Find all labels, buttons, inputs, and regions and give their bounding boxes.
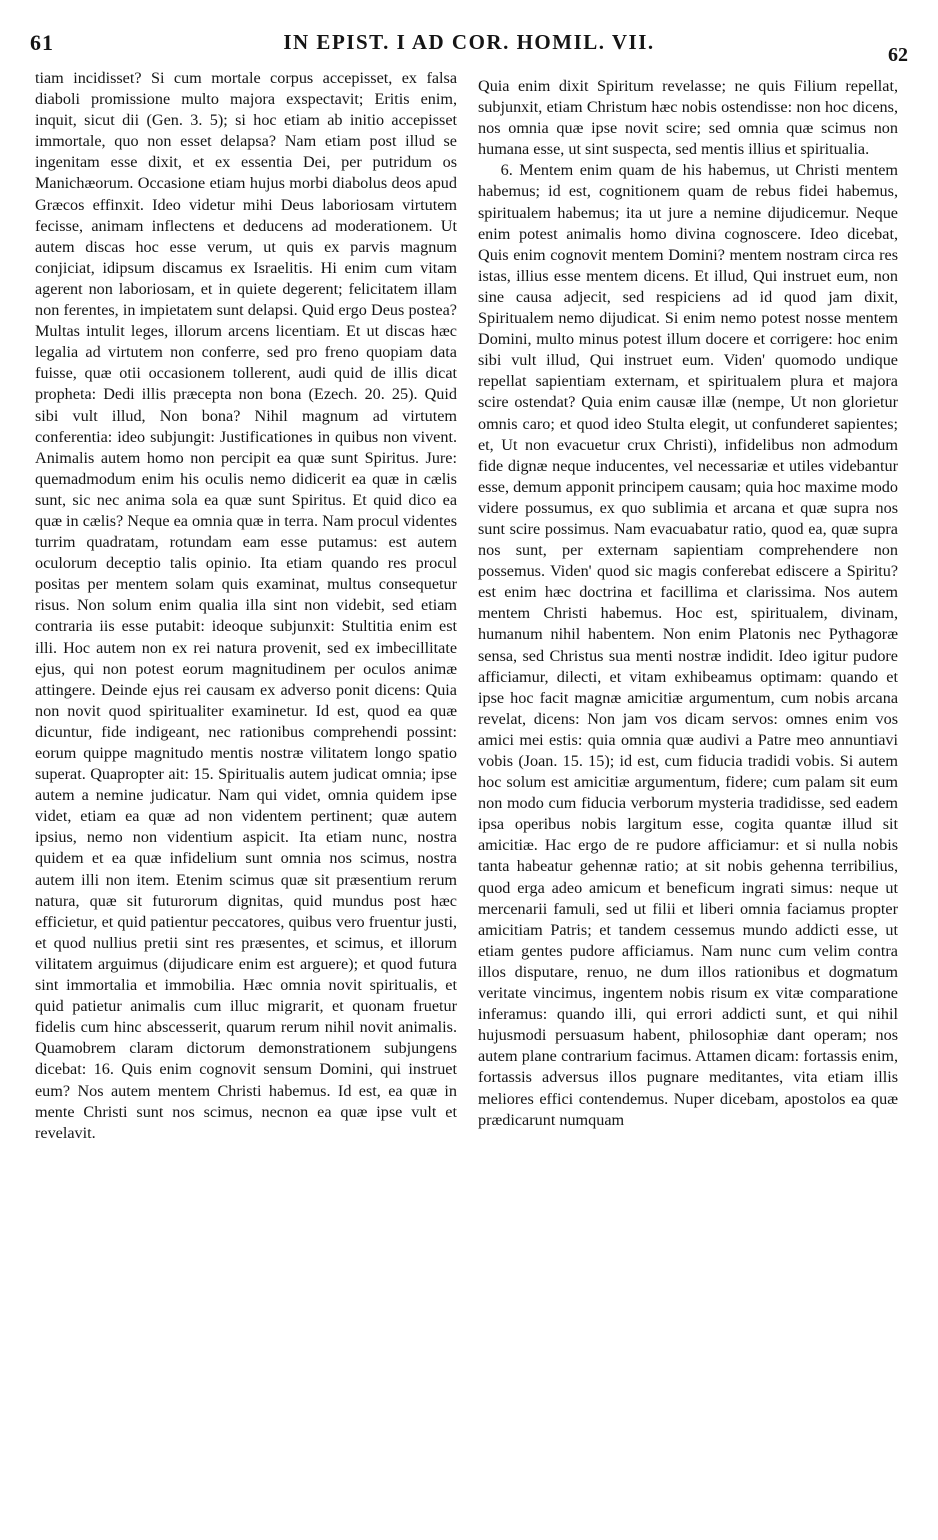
left-column (35, 68, 457, 1144)
right-column (478, 76, 898, 1131)
page-number-left: 61 (30, 30, 54, 55)
right-paragraph-1: Quia enim dixit Spiritum revelasse; ne quis Filium repellat, subjunxit, etiam Christum hæc nobis ostendisse: non hoc dicens, nos omnia quæ ipse novit scire; sed omnia quæ scimus non humana esse, ut sint suspecta, sed mentis illius et spiritualia. (478, 77, 898, 159)
running-title: IN EPIST. I AD COR. HOMIL. VII. (283, 30, 655, 54)
page-number-right: 62 (888, 44, 908, 66)
running-head (30, 30, 908, 66)
left-paragraph-1: tiam incidisset? Si cum mortale corpus accepisset, ex falsa diaboli promissione multo majora exspectavit; Eritis enim, inquit, sicut dii (Gen. 3. 5); si hoc etiam ab initio accepisset immortale, quo non esset delapsa? Nam etiam post illud se ingenitam esse dixit, et ex essentia Dei, per putridum os Manichæorum. Occasione etiam hujus morbi diabolus deos apud Græcos effinxit. Ideo videtur mihi Deus laboriosam virtutem fecisse, animam inflectens et deducens ad moderationem. Ut autem discas hoc esse verum, ut quis ex parvis magnum conjiciat, idipsum discamus ex Israelitis. Hi enim cum vitam agerent non laboriosam, et in quiete degerent; felicitatem illam non ferentes, in impietatem sunt delapsi. Quid ergo Deus postea? Multas intulit leges, illorum arcens licentiam. Et ut discas hæc legalia ad virtutem non conferre, sed pro freno quopiam data fuisse, quæ otii occasionem tollerent, audi quid de illis dicat propheta: Dedi illis præcepta non bona (Ezech. 20. 25). Quid sibi vult illud, Non bona? Nihil magnum ad virtutem conferentia: ideo subjungit: Justificationes in quibus non vivent. Animalis autem homo non percipit ea quæ sunt Spiritus. Jure: quemadmodum enim his oculis nemo didicerit ea quæ in cælis sunt, sic nec anima sola ea quæ sunt Spiritus. Et quid dico ea quæ in cælis? Neque ea omnia quæ in terra. Nam procul videntes turrim quadratam, rotundam eam esse putamus: est autem oculorum deceptio talis opinio. Ita etiam quando res procul positas per mentem solam quis examinat, multus consequetur risus. Non solum enim qualia illa sint non videbit, sed etiam contraria iis esse putabit: ideoque subjunxit: Stultitia enim est illi. Hoc autem non ex rei natura provenit, sed ex imbecillitate ejus, qui non potest eorum magnitudinem per oculos animæ attingere. Deinde ejus rei causam ex adverso ponit dicens: Quia non novit quod spiritualiter examinetur. Id est, quod ea quæ dicuntur, fide indigeant, nec rationibus comprehendi possint: eorum quippe magnitudo mentis nostræ vilitatem longo spatio superat. Quapropter ait: 15. Spiritualis autem judicat omnia; ipse autem a nemine judicatur. Nam qui videt, omnia quidem ipse videt, etiam ea quæ ad non videntem pertinent; quæ autem ipsius, nemo non videntium aspicit. Ita etiam nunc, nostra quidem et ea quæ infidelium sunt omnia nos scimus, nostra autem illi non item. Etenim scimus quæ sit præsentium rerum natura, quæ sit futurorum dignitas, quid mundus post hæc efficietur, et quid patientur peccatores, quibus vero fruentur justi, et quod nullius pretii sint res præsentes, et scimus, et illorum vilitatem arguimus (dijudicare enim est arguere); et quod futura sint immortalia et immobilia. Hæc omnia novit spiritualis, et quid patietur animalis cum illuc migrarit, et quonam fruetur fidelis cum hinc abscesserit, quarum rerum nihil novit animalis. Quamobrem claram dictorum demonstrationem subjungens dicebat: 16. Quis enim cognovit sensum Domini, qui instruet eum? Nos autem mentem Christi habemus. Id est, ea quæ in mente Christi sunt nos scimus, necnon ea quæ ipse vult et revelavit. (35, 69, 457, 1142)
right-paragraph-2: 6. Mentem enim quam de his habemus, ut Christi mentem habemus; id est, cognitionem quam de rebus fidei habemus, spiritualem habemus; ita ut jure a nemine dijudicemur. Neque enim potest animalis homo divina cognoscere. Ideo dicebat, Quis enim cognovit mentem Domini? mentem nostram circa res istas, illius esse mentem dicens. Et illud, Qui instruet eum, non sine causa adjecit, sed respiciens ad id quod jam dixit, Spiritualem nemo dijudicat. Si enim nemo potest nosse mentem Domini, multo minus potest illum docere et corrigere: hoc enim sibi vult illud, Qui instruet eum. Viden' quomodo undique repellat sapientiam externam, et spiritualem plura et majora scire ostendat? Quia enim causæ illæ (nempe, Ut non glorietur omnis caro; et quod ideo Stulta elegit, ut confunderet sapientes; et, Ut non evacuetur crux Christi), infidelibus non admodum fide dignæ neque inducentes, vel necessariæ et utiles videbantur esse, demum apponit principem causam; quia hoc maxime modo videre possumus, ex quo sublimia et arcana et quæ supra nos sunt scire possimus. Nam evacuabatur ratio, quod ea, quæ supra nos sunt, per externam sapientiam comprehendere non possemus. Viden' quod sic magis conferebat ediscere a Spiritu? est enim hæc doctrina et facillima et clarissima. Nos autem mentem Christi habemus. Hoc est, spiritualem, divinam, humanum nihil habentem. Non enim Platonis nec Pythagoræ sensa, sed Christus sua menti nostræ indidit. Ideo igitur pudore afficiamur, dilecti, et vitam exhibeamus optimam: quando et ipse hoc facit magnæ amicitiæ argumentum, cum nobis arcana revelat, dicens: Non jam vos dicam servos: omnes enim vos amici mei estis: quia omnia quæ audivi a Patre meo annuntiavi vobis (Joan. 15. 15); id est, cum fiducia tradidi vobis. Si autem hoc solum est amicitiæ argumentum, fidere; cum palam sit eum non modo cum fiducia verborum mysteria tradidisse, sed eadem ipsa operibus nobis largitum esse, cogita quantæ illud sit amicitiæ. Hac ergo de re pudore afficiamur: et si nulla nobis tanta habeatur gehennæ ratio; at sit nobis gehenna terribilius, quod erga adeo amicum et beneficum ingrati simus: neque ut mercenarii famuli, sed ut filii et liberi omnia faciamus propter amicitiam Patris; et tandem cessemus mundo addicti esse, ut etiam gentes pudore afficiamus. Nam nunc cum velim contra illos disputare, renuo, ne dum illos rationibus et dogmatum veritate vincimus, ingentem nobis risum ex vitæ comparatione inferamus: quando illi, qui errori addicti sunt, et qui nihil hujusmodi persuasum habent, philosophiæ dant operam; nos autem plane contrarium facimus. Attamen dicam: fortassis enim, fortassis adversus illos pugnare meditantes, vita etiam illis meliores effici contendemus. Nuper dicebam, apostolos ea quæ prædicarunt numquam (478, 161, 898, 1129)
